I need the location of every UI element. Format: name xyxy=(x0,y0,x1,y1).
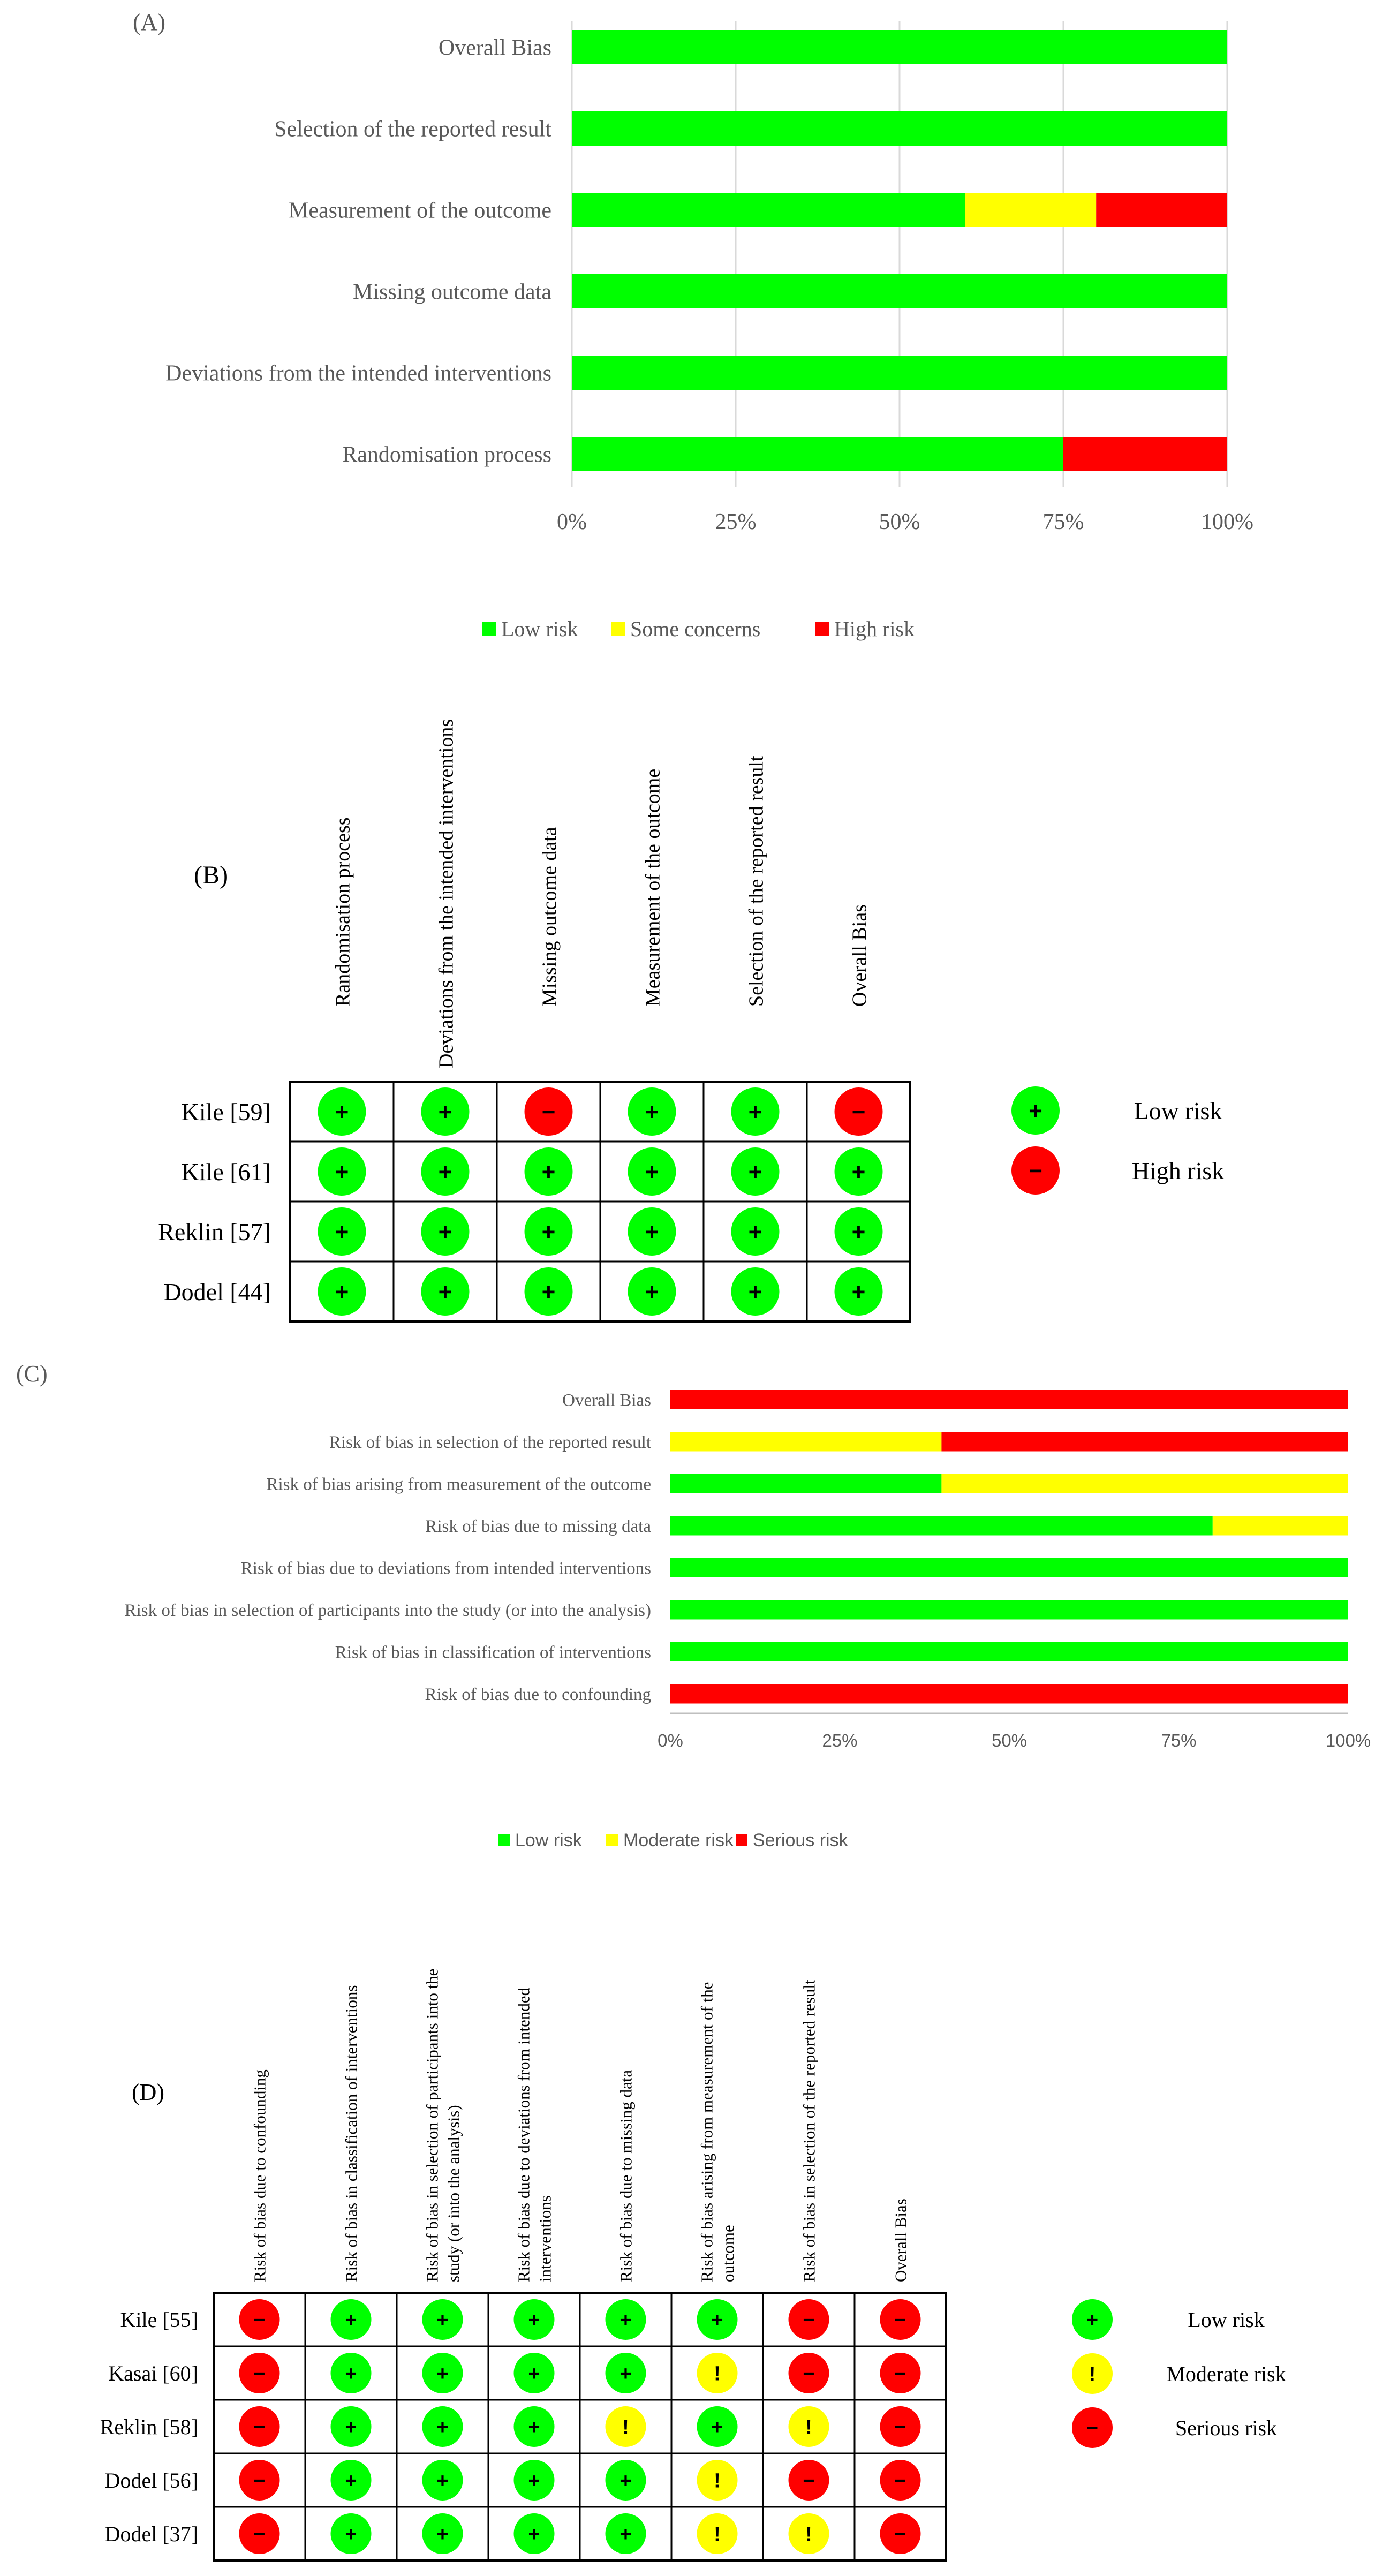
bar-segment-some_concerns xyxy=(965,193,1096,227)
study-label: Kasai [60] xyxy=(108,2361,198,2385)
bar-segment-high xyxy=(670,1684,1348,1704)
plus-icon: + xyxy=(528,2469,540,2492)
plus-icon: + xyxy=(748,1219,762,1245)
x-tick-label: 50% xyxy=(879,510,920,534)
plus-icon: + xyxy=(528,2309,540,2332)
minus-icon: − xyxy=(253,2469,266,2492)
study-label: Dodel [56] xyxy=(104,2468,198,2492)
study-label: Reklin [58] xyxy=(100,2415,198,2439)
column-header: interventions xyxy=(535,2195,555,2282)
exclamation-icon: ! xyxy=(1089,2363,1096,2386)
column-header: Overall Bias xyxy=(848,904,871,1007)
category-label: Deviations from the intended interventions xyxy=(165,361,551,386)
plus-icon: + xyxy=(541,1159,556,1185)
bar-segment-low xyxy=(572,30,1227,64)
plus-icon: + xyxy=(851,1279,866,1305)
minus-icon: − xyxy=(541,1099,556,1125)
panel-c-label: (C) xyxy=(16,1361,48,1387)
column-header: Risk of bias in selection of participants into the xyxy=(422,1968,442,2282)
x-tick-label: 25% xyxy=(715,510,757,534)
panel-b xyxy=(158,719,1224,1321)
exclamation-icon: ! xyxy=(805,2416,812,2439)
exclamation-icon: ! xyxy=(805,2523,812,2546)
legend-swatch-high xyxy=(736,1834,747,1846)
study-label: Reklin [57] xyxy=(158,1218,271,1246)
study-label: Dodel [44] xyxy=(163,1278,271,1306)
minus-icon: − xyxy=(1029,1158,1042,1184)
minus-icon: − xyxy=(803,2362,815,2385)
plus-icon: + xyxy=(528,2416,540,2439)
study-label: Kile [55] xyxy=(120,2308,198,2332)
plus-icon: + xyxy=(541,1219,556,1245)
plus-icon: + xyxy=(645,1099,659,1125)
legend-label: Low risk xyxy=(515,1830,582,1850)
minus-icon: − xyxy=(253,2309,266,2332)
exclamation-icon: ! xyxy=(622,2416,629,2439)
exclamation-icon: ! xyxy=(714,2523,721,2546)
plus-icon: + xyxy=(345,2309,357,2332)
column-header: Risk of bias due to missing data xyxy=(616,2069,636,2282)
category-label: Risk of bias arising from measurement of the outcome xyxy=(266,1475,651,1494)
x-tick-label: 50% xyxy=(991,1731,1028,1750)
category-label: Overall Bias xyxy=(562,1391,651,1410)
legend-label: Serious risk xyxy=(753,1830,848,1850)
category-label: Randomisation process xyxy=(342,442,551,467)
minus-icon: − xyxy=(894,2469,906,2492)
category-label: Risk of bias due to missing data xyxy=(425,1517,651,1537)
minus-icon: − xyxy=(894,2309,906,2332)
study-label: Kile [59] xyxy=(181,1098,271,1126)
plus-icon: + xyxy=(748,1099,762,1125)
category-label: Risk of bias in selection of participants into the study (or into the analysis) xyxy=(124,1601,651,1621)
panel-d xyxy=(100,1969,1286,2560)
column-header: Risk of bias arising from measurement of the xyxy=(697,1982,716,2282)
plus-icon: + xyxy=(645,1159,659,1185)
plus-icon: + xyxy=(345,2469,357,2492)
plus-icon: + xyxy=(541,1279,556,1305)
bar-segment-low xyxy=(572,437,1063,471)
plus-icon: + xyxy=(436,2523,449,2546)
plus-icon: + xyxy=(436,2362,449,2385)
x-tick-label: 0% xyxy=(658,1731,683,1750)
study-label: Kile [61] xyxy=(181,1158,271,1186)
bar-segment-high xyxy=(1063,437,1227,471)
legend-swatch-low xyxy=(482,622,496,636)
plus-icon: + xyxy=(619,2523,632,2546)
bar-segment-high xyxy=(941,1432,1348,1452)
exclamation-icon: ! xyxy=(714,2362,721,2385)
plus-icon: + xyxy=(335,1159,349,1185)
plus-icon: + xyxy=(345,2362,357,2385)
plus-icon: + xyxy=(619,2309,632,2332)
legend-label: High risk xyxy=(1131,1157,1225,1185)
category-label: Measurement of the outcome xyxy=(289,198,551,223)
column-header: Missing outcome data xyxy=(538,827,561,1007)
bar-segment-low xyxy=(572,274,1227,308)
plus-icon: + xyxy=(711,2309,723,2332)
plus-icon: + xyxy=(748,1279,762,1305)
column-header: Risk of bias due to confounding xyxy=(250,2069,269,2282)
bar-segment-low xyxy=(572,356,1227,390)
legend-label: Serious risk xyxy=(1175,2416,1277,2440)
minus-icon: − xyxy=(894,2416,906,2439)
bar-segment-low xyxy=(572,193,965,227)
bar-segment-low xyxy=(670,1642,1348,1661)
plus-icon: + xyxy=(345,2416,357,2439)
panel-d-label: (D) xyxy=(132,2079,165,2105)
panel-c xyxy=(16,1361,1371,1850)
column-header: Risk of bias in classification of interventions xyxy=(342,1985,361,2282)
plus-icon: + xyxy=(748,1159,762,1185)
bar-segment-low xyxy=(670,1558,1348,1577)
category-label: Risk of bias in selection of the reported result xyxy=(329,1433,651,1453)
bar-segment-low xyxy=(670,1516,1213,1536)
plus-icon: + xyxy=(345,2523,357,2546)
column-header: Randomisation process xyxy=(331,817,354,1007)
category-label: Missing outcome data xyxy=(353,279,551,305)
study-label: Dodel [37] xyxy=(104,2522,198,2546)
minus-icon: − xyxy=(851,1099,866,1125)
plus-icon: + xyxy=(645,1279,659,1305)
legend-label: Low risk xyxy=(501,617,578,641)
column-header: outcome xyxy=(719,2225,738,2282)
x-tick-label: 75% xyxy=(1042,510,1084,534)
legend-label: Moderate risk xyxy=(623,1830,734,1850)
legend-label: High risk xyxy=(834,617,915,641)
plus-icon: + xyxy=(335,1099,349,1125)
plus-icon: + xyxy=(528,2523,540,2546)
plus-icon: + xyxy=(335,1279,349,1305)
bar-segment-some_concerns xyxy=(670,1432,941,1452)
minus-icon: − xyxy=(894,2362,906,2385)
minus-icon: − xyxy=(894,2523,906,2546)
x-tick-label: 25% xyxy=(822,1731,858,1750)
panel-b-label: (B) xyxy=(194,861,228,889)
x-tick-label: 0% xyxy=(557,510,587,534)
bar-segment-high xyxy=(670,1390,1348,1409)
column-header: Risk of bias in selection of the reported result xyxy=(799,1980,819,2282)
plus-icon: + xyxy=(438,1219,452,1245)
plus-icon: + xyxy=(851,1159,866,1185)
bar-segment-some_concerns xyxy=(1213,1516,1348,1536)
minus-icon: − xyxy=(1086,2417,1099,2440)
panel-a xyxy=(133,9,1253,641)
plus-icon: + xyxy=(645,1219,659,1245)
exclamation-icon: ! xyxy=(714,2469,721,2492)
minus-icon: − xyxy=(253,2362,266,2385)
category-label: Risk of bias due to confounding xyxy=(425,1685,651,1705)
plus-icon: + xyxy=(1086,2309,1099,2332)
bar-segment-low xyxy=(572,111,1227,146)
legend-swatch-some_concerns xyxy=(606,1834,618,1846)
category-label: Overall Bias xyxy=(438,35,551,61)
plus-icon: + xyxy=(436,2416,449,2439)
x-tick-label: 75% xyxy=(1161,1731,1197,1750)
column-header: Overall Bias xyxy=(891,2199,910,2282)
column-header: Measurement of the outcome xyxy=(641,768,664,1007)
panel-a-label: (A) xyxy=(133,9,166,35)
x-tick-label: 100% xyxy=(1201,510,1253,534)
category-label: Selection of the reported result xyxy=(274,117,551,142)
minus-icon: − xyxy=(253,2416,266,2439)
plus-icon: + xyxy=(436,2469,449,2492)
plus-icon: + xyxy=(711,2416,723,2439)
legend-swatch-some_concerns xyxy=(611,622,625,636)
minus-icon: − xyxy=(803,2309,815,2332)
plus-icon: + xyxy=(335,1219,349,1245)
minus-icon: − xyxy=(253,2523,266,2546)
legend-label: Low risk xyxy=(1188,2308,1265,2332)
column-header: Selection of the reported result xyxy=(745,756,768,1007)
bar-segment-low xyxy=(670,1474,941,1493)
plus-icon: + xyxy=(436,2309,449,2332)
plus-icon: + xyxy=(438,1099,452,1125)
bar-segment-high xyxy=(1096,193,1227,227)
category-label: Risk of bias in classification of interventions xyxy=(335,1643,651,1663)
category-label: Risk of bias due to deviations from intended interventions xyxy=(240,1559,651,1578)
plus-icon: + xyxy=(851,1219,866,1245)
bar-segment-low xyxy=(670,1600,1348,1620)
plus-icon: + xyxy=(1029,1098,1042,1124)
plus-icon: + xyxy=(438,1279,452,1305)
bar-segment-some_concerns xyxy=(941,1474,1348,1493)
legend-swatch-high xyxy=(815,622,829,636)
legend-swatch-low xyxy=(498,1834,510,1846)
minus-icon: − xyxy=(803,2469,815,2492)
column-header: Deviations from the intended interventions xyxy=(435,719,458,1068)
column-header: study (or into the analysis) xyxy=(444,2105,463,2282)
plus-icon: + xyxy=(619,2469,632,2492)
plus-icon: + xyxy=(619,2362,632,2385)
legend-label: Some concerns xyxy=(630,617,761,641)
legend-label: Low risk xyxy=(1134,1097,1222,1125)
legend-label: Moderate risk xyxy=(1166,2362,1286,2386)
x-tick-label: 100% xyxy=(1325,1731,1371,1750)
column-header: Risk of bias due to deviations from intended xyxy=(514,1987,533,2282)
plus-icon: + xyxy=(438,1159,452,1185)
plus-icon: + xyxy=(528,2362,540,2385)
